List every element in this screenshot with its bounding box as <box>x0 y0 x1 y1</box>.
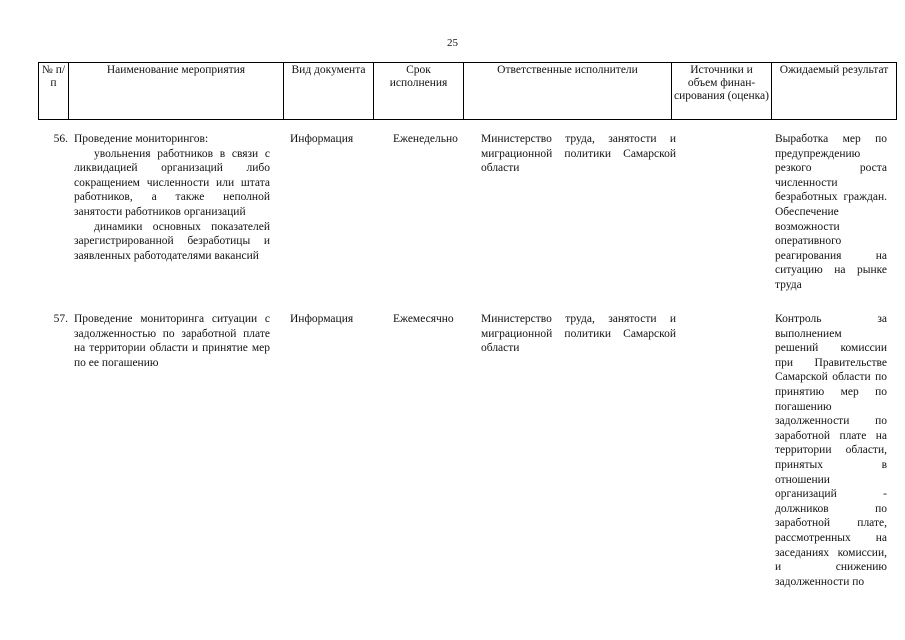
row-name <box>74 312 270 370</box>
row-name <box>74 132 270 263</box>
row-result: Контроль за выполнением решений комиссии при Правительстве Самарской области по принятию мер по погашению задолженности по заработной плате на территории области, принятых в отношении организаций - должников по заработной плате, рассмотренных на заседаниях комиссии, и снижению задолженности по <box>775 313 887 588</box>
row-name-title: Проведение мониторинга ситуации с задолженностью по заработной плате на территории области и принятие мер по ее погашению <box>74 313 270 369</box>
header-deadline: Срок исполнения <box>374 63 464 120</box>
row-name-paragraph: увольнения работников в связи с ликвидацией организаций либо сокращением численности или штата работников, а также неполной занятости работников организаций <box>74 147 270 218</box>
header-result: Ожидаемый результат <box>772 63 897 120</box>
header-document-type: Вид документа <box>284 63 374 120</box>
row-number: 57. <box>53 313 68 325</box>
page-number: 25 <box>447 37 458 49</box>
row-document-type: Информация <box>290 313 354 325</box>
row-name-title: Проведение мониторингов: <box>74 133 209 145</box>
row-number: 56. <box>53 133 68 145</box>
row-result: Выработка мер по предупреждению резкого роста численности безработных граждан. Обеспечение возможности оперативного реагирования на ситуацию на рынке труда <box>775 133 887 291</box>
header-responsible: Ответственные исполнители <box>464 63 672 120</box>
table-header <box>38 62 897 120</box>
header-name: Наименование мероприятия <box>69 63 284 120</box>
row-responsible: Министерство труда, занятости и миграционной политики Самарской области <box>481 133 676 175</box>
row-document-type: Информация <box>290 133 354 145</box>
row-responsible: Министерство труда, занятости и миграционной политики Самарской области <box>481 313 676 355</box>
row-name-paragraph: динамики основных показателей зарегистрированной безработицы и заявленных работодателями вакансий <box>74 220 270 262</box>
header-number: № п/п <box>39 63 69 120</box>
header-funding: Источники и объем финан-сирования (оценка) <box>672 63 772 120</box>
row-deadline: Ежемесячно <box>393 313 454 325</box>
row-deadline: Еженедельно <box>393 133 458 145</box>
